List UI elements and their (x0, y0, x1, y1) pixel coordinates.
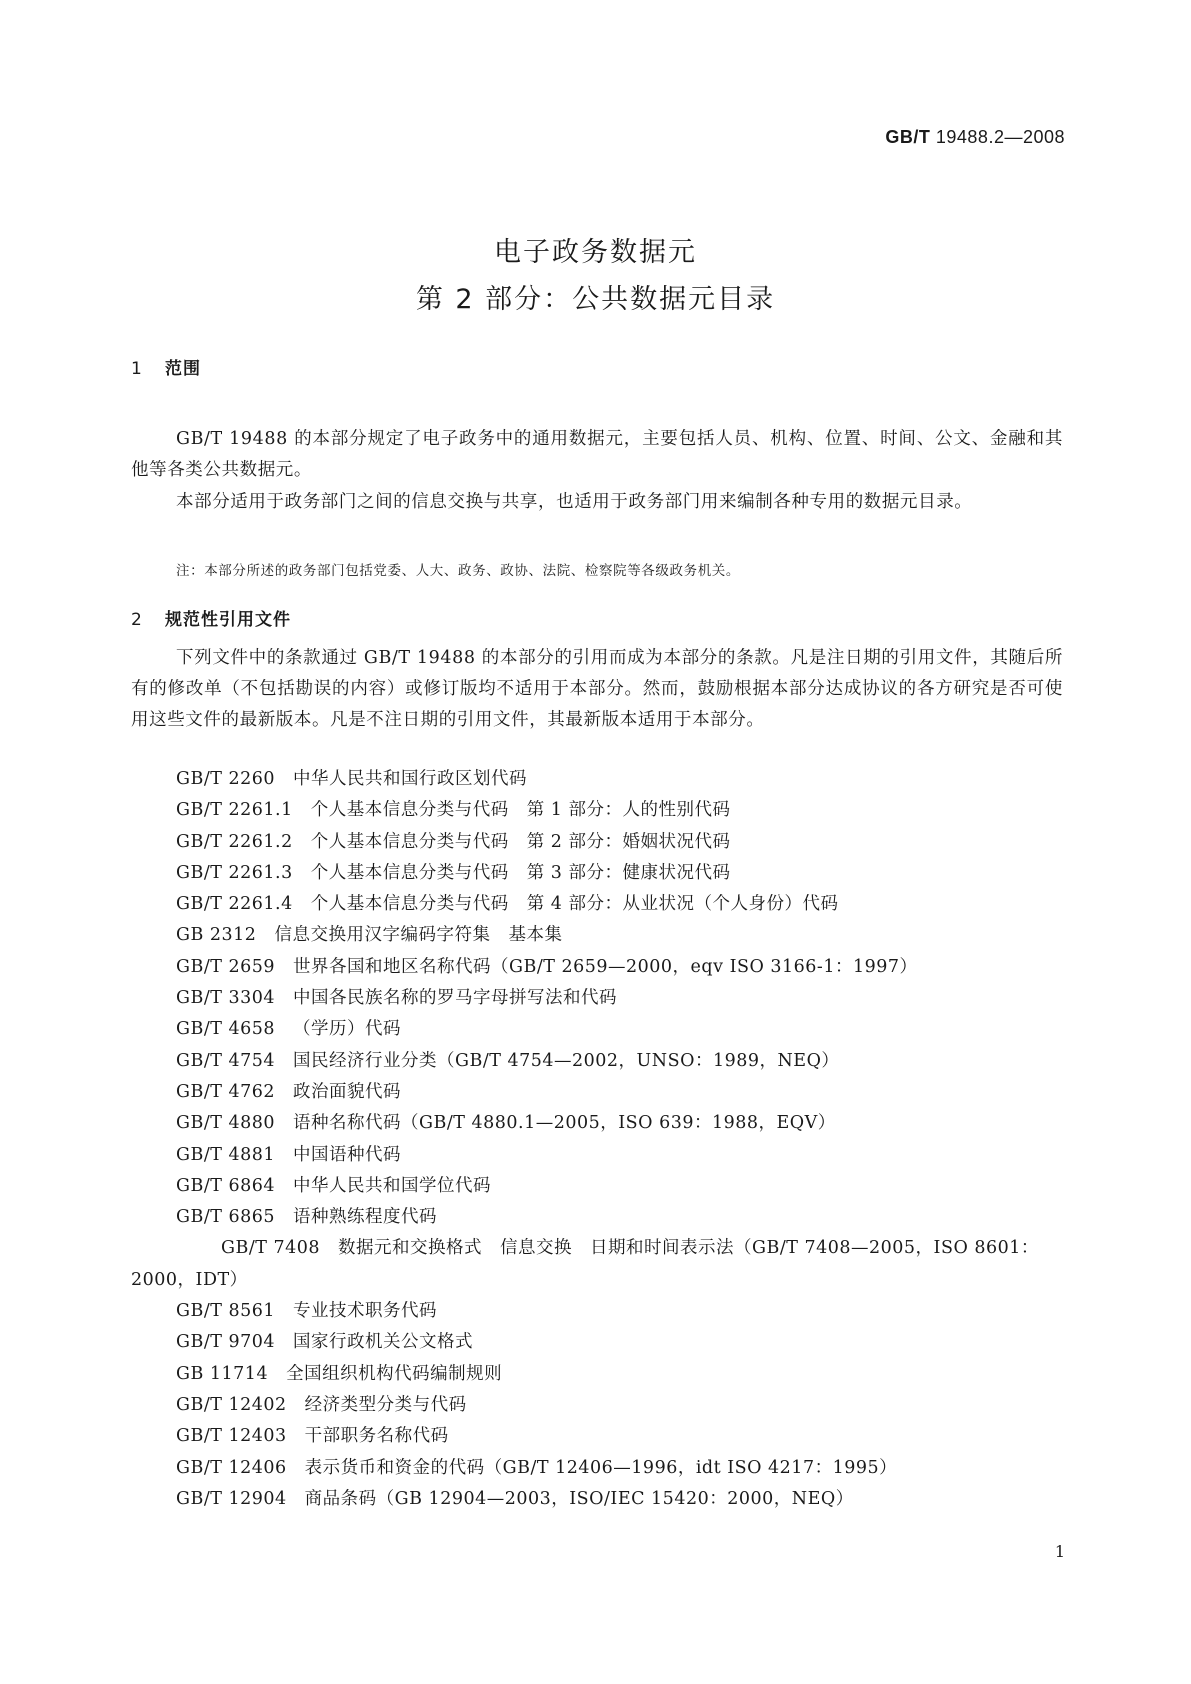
section-2-title: 规范性引用文件 (165, 610, 291, 630)
reference-item (131, 1327, 1063, 1358)
reference-title: 数据元和交换格式 信息交换 日期和时间表示法（GB/T 7408—2005，ISO 8601：2000，IDT） (131, 1238, 1039, 1290)
section-2-number: 2 (131, 610, 143, 630)
normative-reference-list (131, 764, 1063, 1515)
page-number: 1 (1054, 1542, 1065, 1561)
standard-number: 19488.2—2008 (935, 127, 1065, 147)
reference-title: 中国各民族名称的罗马字母拼写法和代码 (293, 988, 618, 1009)
reference-title: 语种熟练程度代码 (293, 1207, 438, 1228)
reference-title: 中国语种代码 (293, 1144, 402, 1165)
reference-code: GB/T 6864 (176, 1175, 276, 1196)
reference-item (131, 1453, 1063, 1484)
reference-code: GB/T 9704 (176, 1332, 276, 1353)
reference-item (131, 1359, 1063, 1390)
reference-code: GB/T 4762 (176, 1081, 276, 1102)
reference-item (131, 827, 1063, 858)
reference-item (131, 889, 1063, 920)
section-1-number: 1 (131, 359, 143, 379)
reference-title: 世界各国和地区名称代码（GB/T 2659—2000，eqv ISO 3166-1：1997） (293, 956, 918, 977)
reference-item (131, 1046, 1063, 1077)
reference-title: 语种名称代码（GB/T 4880.1—2005，ISO 639：1988，EQV） (293, 1113, 836, 1134)
reference-title: 商品条码（GB 12904—2003，ISO/IEC 15420：2000，NEQ） (304, 1488, 854, 1509)
reference-title: 全国组织机构代码编制规则 (286, 1363, 503, 1384)
reference-title: 个人基本信息分类与代码 第 1 部分：人的性别代码 (310, 800, 731, 821)
reference-code: GB/T 2261.1 (176, 800, 293, 821)
reference-title: （学历）代码 (293, 1019, 402, 1040)
reference-title: 国家行政机关公文格式 (293, 1332, 474, 1353)
reference-item (131, 983, 1063, 1014)
reference-code: GB/T 7408 (221, 1238, 321, 1259)
reference-code: GB/T 2659 (176, 956, 276, 977)
reference-code: GB/T 12403 (176, 1426, 287, 1447)
reference-item (131, 1108, 1063, 1139)
reference-code: GB/T 12904 (176, 1488, 287, 1509)
reference-code: GB/T 2261.3 (176, 862, 293, 883)
reference-code: GB/T 2261.4 (176, 894, 293, 915)
reference-title: 中华人民共和国学位代码 (293, 1175, 492, 1196)
reference-item (131, 795, 1063, 826)
reference-item (131, 1140, 1063, 1171)
reference-title: 国民经济行业分类（GB/T 4754—2002，UNSO：1989，NEQ） (293, 1050, 840, 1071)
reference-item (131, 1014, 1063, 1045)
section-1-paragraph-2: 本部分适用于政务部门之间的信息交换与共享，也适用于政务部门用来编制各种专用的数据元目录。 (176, 492, 973, 512)
reference-code: GB/T 12402 (176, 1394, 287, 1415)
reference-code: GB/T 2260 (176, 769, 276, 789)
reference-item (131, 1233, 1063, 1296)
reference-item (131, 1171, 1063, 1202)
reference-item (131, 1484, 1063, 1515)
reference-title: 个人基本信息分类与代码 第 3 部分：健康状况代码 (310, 862, 731, 883)
reference-item (131, 764, 1063, 795)
reference-title: 表示货币和资金的代码（GB/T 12406—1996，idt ISO 4217：1995） (304, 1457, 898, 1478)
document-title: 电子政务数据元 (494, 237, 697, 268)
reference-item (131, 920, 1063, 951)
section-2-intro: 下列文件中的条款通过 GB/T 19488 的本部分的引用而成为本部分的条款。凡是注日期的引用文件，其随后所有的修改单（不包括勘误的内容）或修订版均不适用于本部分。然而，鼓励根据本部分达成协议的各方研究是否可使用这些文件的最新版本。凡是不注日期的引用文件，其最新版本适用于本部分。 (131, 648, 1063, 730)
reference-code: GB/T 4880 (176, 1113, 276, 1134)
reference-title: 经济类型分类与代码 (304, 1394, 467, 1415)
reference-title: 信息交换用汉字编码字符集 基本集 (274, 925, 563, 946)
reference-title: 中华人民共和国行政区划代码 (293, 769, 528, 789)
reference-code: GB/T 12406 (176, 1457, 287, 1478)
reference-item (131, 1077, 1063, 1108)
reference-code: GB/T 2261.2 (176, 831, 293, 852)
reference-title: 个人基本信息分类与代码 第 2 部分：婚姻状况代码 (310, 831, 731, 852)
section-1-title: 范围 (165, 359, 201, 379)
reference-code: GB 11714 (176, 1363, 269, 1384)
reference-item (131, 1202, 1063, 1233)
reference-title: 政治面貌代码 (293, 1081, 402, 1102)
reference-title: 专业技术职务代码 (293, 1301, 438, 1322)
reference-code: GB 2312 (176, 925, 257, 946)
reference-code: GB/T 4754 (176, 1050, 276, 1071)
reference-code: GB/T 3304 (176, 988, 276, 1009)
reference-title: 干部职务名称代码 (304, 1426, 449, 1447)
section-2-heading (131, 605, 291, 630)
reference-code: GB/T 8561 (176, 1301, 276, 1322)
standard-prefix: GB/T (885, 127, 931, 147)
section-1-paragraph-1: GB/T 19488 的本部分规定了电子政务中的通用数据元，主要包括人员、机构、位置、时间、公文、金融和其他等各类公共数据元。 (131, 429, 1063, 480)
reference-item (131, 1390, 1063, 1421)
standard-number-header (885, 127, 1065, 148)
reference-title: 个人基本信息分类与代码 第 4 部分：从业状况（个人身份）代码 (310, 894, 839, 915)
reference-code: GB/T 4881 (176, 1144, 276, 1165)
reference-code: GB/T 4658 (176, 1019, 276, 1040)
section-1-heading (131, 354, 201, 379)
reference-code: GB/T 6865 (176, 1207, 276, 1228)
reference-item (131, 858, 1063, 889)
document-subtitle: 第 2 部分：公共数据元目录 (415, 284, 776, 315)
reference-item (131, 1421, 1063, 1452)
reference-item (131, 952, 1063, 983)
section-1-note: 注：本部分所述的政务部门包括党委、人大、政务、政协、法院、检察院等各级政务机关。 (176, 563, 740, 579)
reference-item (131, 1296, 1063, 1327)
